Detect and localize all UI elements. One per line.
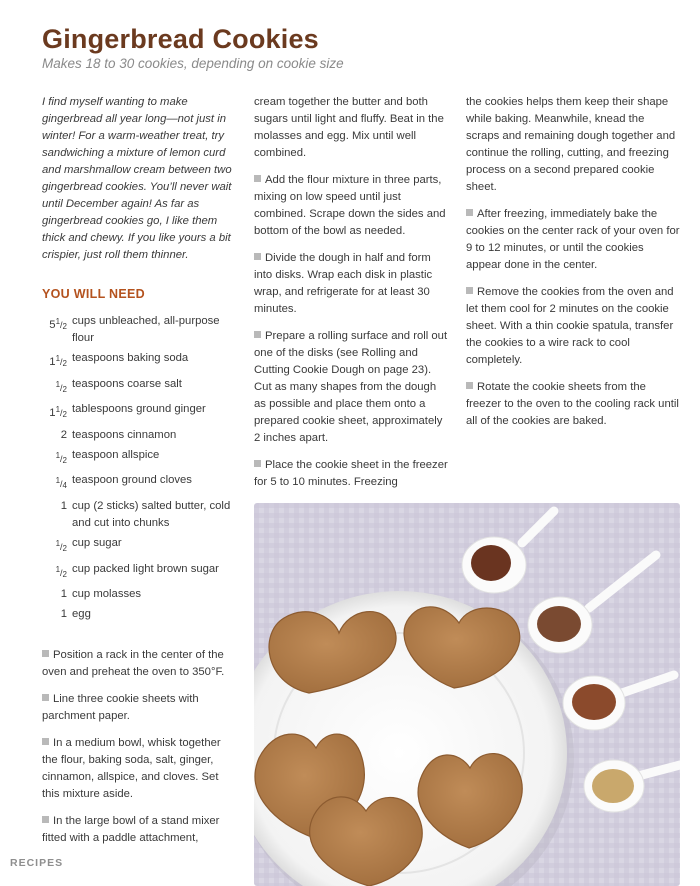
step-item: Prepare a rolling surface and roll out one of the disks (see Rolling and Cutting Cookie Dough on page 23). Cut as many shapes from the dough as possible and place them onto a prepared cookie sheet, approximately 2 inches apart.	[254, 330, 448, 444]
ingredient-amount: $^1$/2	[55, 539, 67, 554]
spice-cinnamon	[572, 684, 616, 720]
ingredient-amount: $1^1/2$	[49, 405, 67, 420]
ingredient-amount: $^1$/2	[55, 450, 67, 465]
ingredient-row	[42, 535, 237, 557]
recipe-title: Gingerbread Cookies	[42, 24, 319, 54]
ingredient-amount: 1	[60, 499, 67, 512]
ingredient-amount: $5^1/2$	[49, 317, 67, 331]
ingredient-row	[42, 350, 237, 372]
ingredient-text: teaspoons cinnamon	[72, 428, 177, 441]
cookies-photo	[254, 503, 680, 886]
steps-part-1	[42, 647, 237, 847]
ingredient-text: teaspoon allspice	[72, 448, 160, 461]
ingredient-row	[42, 427, 237, 444]
ingredient-text: cup packed light brown sugar	[72, 562, 219, 575]
ingredient-row	[42, 313, 237, 347]
bullet-icon	[466, 209, 473, 216]
ingredient-text: teaspoons baking soda	[72, 352, 189, 365]
ingredient-row	[42, 376, 237, 398]
ingredients-heading: YOU WILL NEED	[42, 287, 145, 301]
ingredient-text: cup (2 sticks) salted butter, cold and cut into chunks	[72, 499, 231, 529]
bullet-icon	[42, 694, 49, 701]
ingredient-text: cups unbleached, all-purpose flour	[72, 315, 220, 344]
ingredient-row	[42, 498, 237, 532]
ingredient-amount: $^1$/2	[55, 564, 67, 579]
ingredient-text: egg	[72, 608, 91, 621]
column-3	[466, 94, 680, 440]
step-item: Line three cookie sheets with parchment paper.	[42, 693, 199, 723]
ingredient-text: tablespoons ground ginger	[72, 403, 206, 416]
ingredient-row	[42, 606, 237, 623]
bullet-icon	[254, 253, 261, 260]
bullet-icon	[254, 331, 261, 338]
ingredient-amount: 1	[60, 587, 67, 600]
step-item: Place the cookie sheet in the freezer for 5 to 10 minutes. Freezing	[254, 459, 448, 488]
column-2	[254, 94, 450, 501]
spice-ginger	[592, 769, 634, 803]
ingredient-amount: $^1$/2	[55, 379, 67, 394]
step-item: In a medium bowl, whisk together the flour, baking soda, salt, ginger, cinnamon, allspice, and cloves. Set this mixture aside.	[42, 737, 221, 801]
ingredient-list	[42, 313, 237, 623]
bullet-icon	[42, 738, 49, 745]
ingredient-text: cup molasses	[72, 587, 142, 600]
section-footer: RECIPES	[10, 857, 64, 869]
ingredient-amount: 2	[60, 428, 67, 441]
ingredient-row	[42, 472, 237, 494]
step-item: Divide the dough in half and form into disks. Wrap each disk in plastic wrap, and refrigerate for at least 30 minutes.	[254, 252, 433, 315]
ingredient-amount: 1	[60, 608, 67, 621]
ingredient-text: teaspoons coarse salt	[72, 377, 182, 390]
ingredient-row	[42, 447, 237, 469]
bullet-icon	[466, 382, 473, 389]
ingredient-row	[42, 586, 237, 603]
bullet-icon	[254, 460, 261, 467]
column-1	[42, 94, 237, 857]
step-item: Rotate the cookie sheets from the freezer to the oven to the cooling rack until all of the cookies are baked.	[466, 381, 679, 427]
step-item: Add the flour mixture in three parts, mixing on low speed until just combined. Scrape down the sides and bottom of the bowl as needed.	[254, 174, 446, 237]
step-continuation: the cookies helps them keep their shape while baking. Meanwhile, knead the scraps and remaining dough together and continue the rolling, cutting, and freezing process on a second prepared cookie sheet.	[466, 96, 676, 193]
step-item: Remove the cookies from the oven and let them cool for 2 minutes on the cookie sheet. With a thin cookie spatula, transfer the cookies to a wire rack to cool completely.	[466, 286, 674, 366]
spice-allspice	[537, 606, 581, 642]
ingredient-row	[42, 401, 237, 423]
ingredient-text: cup sugar	[72, 537, 122, 550]
ingredient-amount: $^1$/4	[55, 476, 67, 491]
step-item: After freezing, immediately bake the cookies on the center rack of your oven for 9 to 12 minutes, or until the cookies appear done in the center.	[466, 208, 680, 271]
bullet-icon	[466, 287, 473, 294]
step-item: Position a rack in the center of the oven and preheat the oven to 350°F.	[42, 649, 225, 679]
step-item: In the large bowl of a stand mixer fitted with a paddle attachment,	[42, 815, 220, 845]
recipe-yield: Makes 18 to 30 cookies, depending on cookie size	[42, 56, 344, 71]
ingredient-text: teaspoon ground cloves	[72, 474, 192, 487]
bullet-icon	[42, 816, 49, 823]
bullet-icon	[42, 650, 49, 657]
spice-clove	[471, 545, 511, 581]
intro-text: I find myself wanting to make gingerbread all year long—not just in winter! For a warm-weather treat, try sandwiching a mixture of lemon curd and marshmallow cream between two gingerbread cookies. You’ll never wait until December again! As far as gingerbread cookies go, I like them thick and chewy. If you like yours a bit crispier, just roll them thinner.	[42, 96, 232, 261]
bullet-icon	[254, 175, 261, 182]
ingredient-amount: $1^1/2$	[49, 354, 67, 369]
ingredient-row	[42, 561, 237, 583]
step-continuation: cream together the butter and both sugars until light and fluffy. Beat in the molasses and egg. Mix until well combined.	[254, 96, 444, 159]
